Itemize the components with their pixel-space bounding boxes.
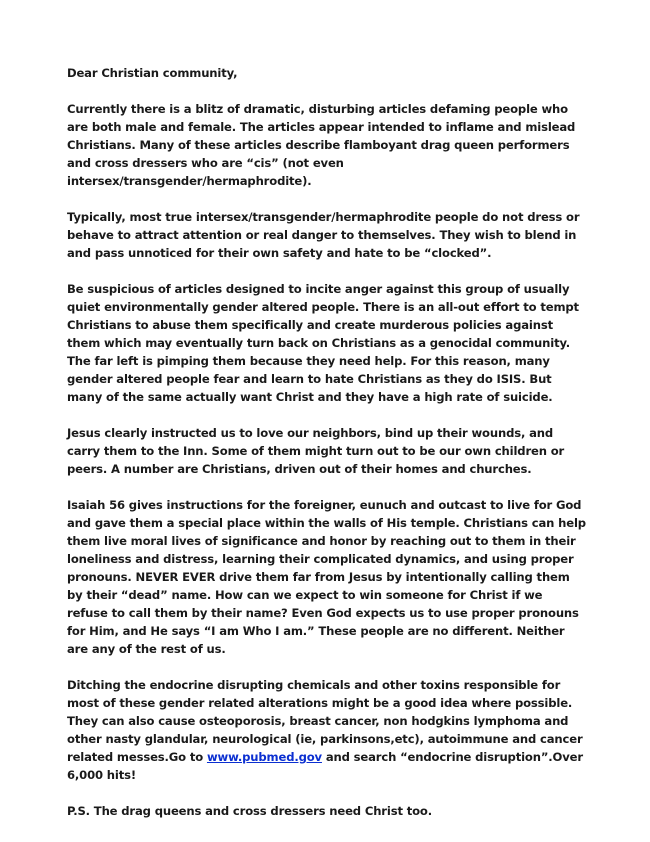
salutation: Dear Christian community, bbox=[67, 66, 238, 80]
endocrine-text-start: Ditching the endocrine disrupting chemicals and other toxins responsible for most of these gender related alterations might be a good idea where possible. They can also cause osteoporosis, breast cancer, non hodgkins lymphoma and other nasty glandular, neurological (ie, parkinsons,etc), autoimmune and cancer related messes.Go to bbox=[67, 678, 583, 764]
endocrine-text-end: and search “endocrine disruption”.Over 6,000 hits! bbox=[67, 750, 583, 782]
paragraph-isaiah: Isaiah 56 gives instructions for the foreigner, eunuch and outcast to live for God and gave them a special place within the walls of His temple. Christians can help them live moral lives of significance and honor by reaching out to them in their loneliness and distress, learning their complicated dynamics, and using proper pronouns. NEVER EVER drive them far from Jesus by intentionally calling them by their “dead” name. How can we expect to win someone for Christ if we refuse to call them by their name? Even God expects us to use proper pronouns for Him, and He says “I am Who I am.” These people are no different. Neither are any of the rest of us. bbox=[67, 498, 586, 656]
postscript: P.S. The drag queens and cross dressers need Christ too. bbox=[67, 804, 432, 818]
paragraph-blitz: Currently there is a blitz of dramatic, disturbing articles defaming people who are both male and female. The articles appear intended to inflame and mislead Christians. Many of these articles describe flamboyant drag queen performers and cross dressers who are “cis” (not even intersex/transgender/hermaphrodite). bbox=[67, 102, 576, 188]
paragraph-suspicious: Be suspicious of articles designed to incite anger against this group of usually quiet environmentally gender altered people. There is an all-out effort to tempt Christians to abuse them specifically and create murderous policies against them which may eventually turn back on Christians as a genocidal community. The far left is pimping them because they need help. For this reason, many gender altered people fear and learn to hate Christians as they do ISIS. But many of the same actually want Christ and they have a high rate of suicide. bbox=[67, 282, 579, 404]
paragraph-jesus: Jesus clearly instructed us to love our neighbors, bind up their wounds, and carry them to the Inn. Some of them might turn out to be our own children or peers. A number are Christians, driven out of their homes and churches. bbox=[67, 426, 565, 476]
paragraph-endocrine bbox=[67, 676, 587, 784]
letter-body bbox=[67, 64, 587, 838]
paragraph-typically: Typically, most true intersex/transgender/hermaphrodite people do not dress or behave to attract attention or real danger to themselves. They wish to blend in and pass unnoticed for their own safety and hate to be “clocked”. bbox=[67, 210, 580, 260]
pubmed-link[interactable]: www.pubmed.gov bbox=[206, 750, 322, 764]
